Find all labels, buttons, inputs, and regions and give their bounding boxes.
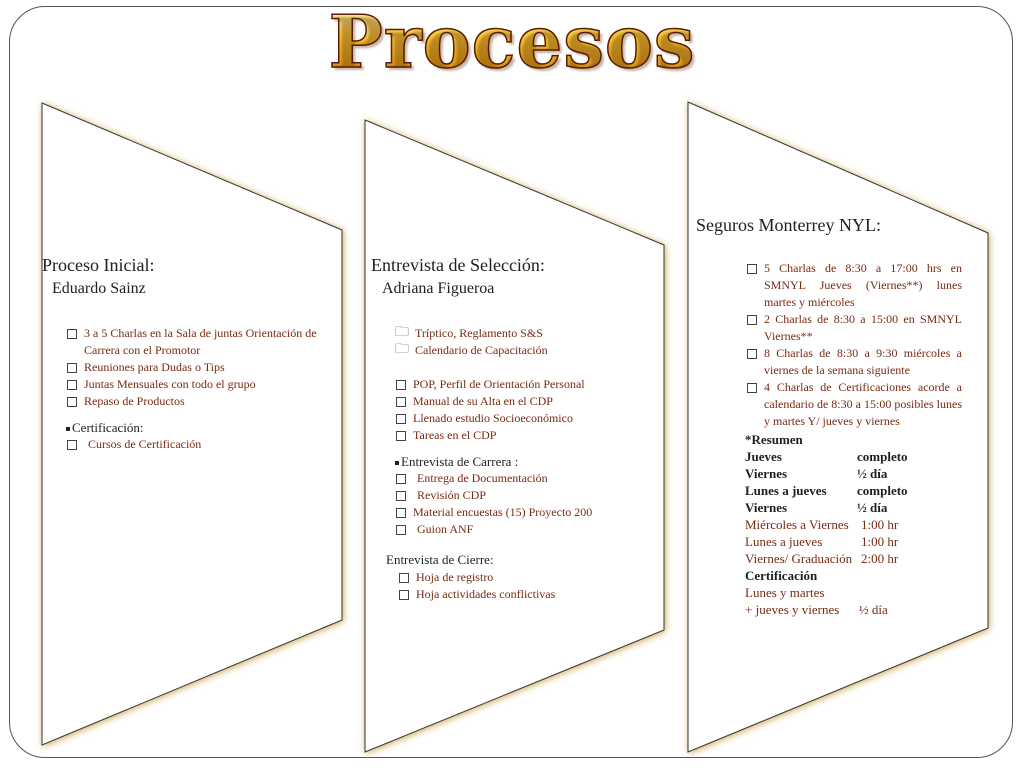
resumen-row — [745, 465, 965, 482]
list-item: Guion ANF — [395, 521, 657, 538]
list-item: 🗀 Tríptico, Reglamento S&S — [397, 325, 657, 342]
list-item: Material encuestas (15) Proyecto 200 — [395, 504, 657, 521]
col1-heading: Proceso Inicial: — [42, 255, 155, 275]
col2-folder-list — [397, 325, 657, 359]
cert-line: Lunes y martes — [745, 585, 825, 600]
list-item: 8 Charlas de 8:30 a 9:30 miércoles a viernes de la semana siguiente — [746, 345, 962, 379]
list-item: 3 a 5 Charlas en la Sala de juntas Orientación de Carrera con el Promotor — [66, 325, 334, 359]
resumen-row — [745, 499, 965, 516]
col3-heading: Seguros Monterrey NYL: — [696, 215, 881, 235]
horas-row — [745, 516, 965, 533]
col2-person: Adriana Figueroa — [382, 280, 495, 297]
list-item: 5 Charlas de 8:30 a 17:00 hrs en SMNYL Jueves (Viernes**) lunes martes y miércoles — [746, 260, 962, 311]
col3-resumen — [745, 431, 965, 618]
horas-key: Lunes a jueves — [745, 534, 823, 549]
list-item: Cursos de Certificación — [66, 436, 334, 453]
col2-carrera-label — [395, 453, 518, 470]
resumen-key: Lunes a jueves — [745, 483, 827, 498]
list-item: Entrega de Documentación — [395, 470, 657, 487]
col2-carrera-list — [395, 470, 657, 538]
col1-cert-list — [66, 436, 334, 453]
list-item: Revisión CDP — [395, 487, 657, 504]
list-item: Repaso de Productos — [66, 393, 334, 410]
list-item: Reuniones para Dudas o Tips — [66, 359, 334, 376]
list-item: Hoja de registro — [398, 569, 657, 586]
list-item: Juntas Mensuales con todo el grupo — [66, 376, 334, 393]
col3-list — [746, 260, 962, 430]
list-item: POP, Perfil de Orientación Personal — [395, 376, 657, 393]
resumen-key: Jueves — [745, 449, 782, 464]
list-item: 2 Charlas de 8:30 a 15:00 en SMNYL Viernes** — [746, 311, 962, 345]
page-title: Procesos — [0, 6, 1024, 78]
horas-key: Viernes/ Graduación — [745, 551, 853, 566]
horas-value: 1:00 hr — [861, 517, 899, 532]
resumen-key: Viernes — [745, 466, 788, 481]
list-item: Manual de su Alta en el CDP — [395, 393, 657, 410]
cert-line: + jueves y viernes ½ día — [745, 602, 888, 617]
resumen-value: completo — [857, 449, 908, 464]
col2-heading: Entrevista de Selección: — [371, 255, 545, 275]
resumen-row — [745, 448, 965, 465]
col1-list — [66, 325, 334, 410]
horas-row — [745, 550, 965, 567]
horas-value: 1:00 hr — [861, 534, 899, 549]
resumen-value: ½ día — [857, 500, 888, 515]
col2-carrera-label-text: Entrevista de Carrera : — [401, 454, 519, 469]
resumen-value: ½ día — [857, 466, 888, 481]
list-item: 🗀 Calendario de Capacitación — [397, 342, 657, 359]
col2-cierre-label: Entrevista de Cierre: — [386, 552, 494, 567]
horas-row — [745, 533, 965, 550]
resumen-key: Viernes — [745, 500, 788, 515]
list-item: Llenado estudio Socioeconómico — [395, 410, 657, 427]
list-item: Hoja actividades conflictivas — [398, 586, 657, 603]
resumen-value: completo — [857, 483, 908, 498]
list-item: Tareas en el CDP — [395, 427, 657, 444]
horas-key: Miércoles a Viernes — [745, 517, 849, 532]
col1-person: Eduardo Sainz — [52, 280, 146, 297]
resumen-label: *Resumen — [745, 432, 803, 447]
col2-list — [395, 376, 657, 444]
list-item: 4 Charlas de Certificaciones acorde a calendario de 8:30 a 15:00 posibles lunes y martes Y/ jueves y viernes — [746, 379, 962, 430]
horas-value: 2:00 hr — [861, 551, 899, 566]
col1-cert-label — [66, 419, 143, 436]
cert-label: Certificación — [745, 568, 818, 583]
col2-cierre-list — [398, 569, 657, 603]
resumen-row — [745, 482, 965, 499]
col1-cert-label-text: Certificación: — [72, 420, 144, 435]
